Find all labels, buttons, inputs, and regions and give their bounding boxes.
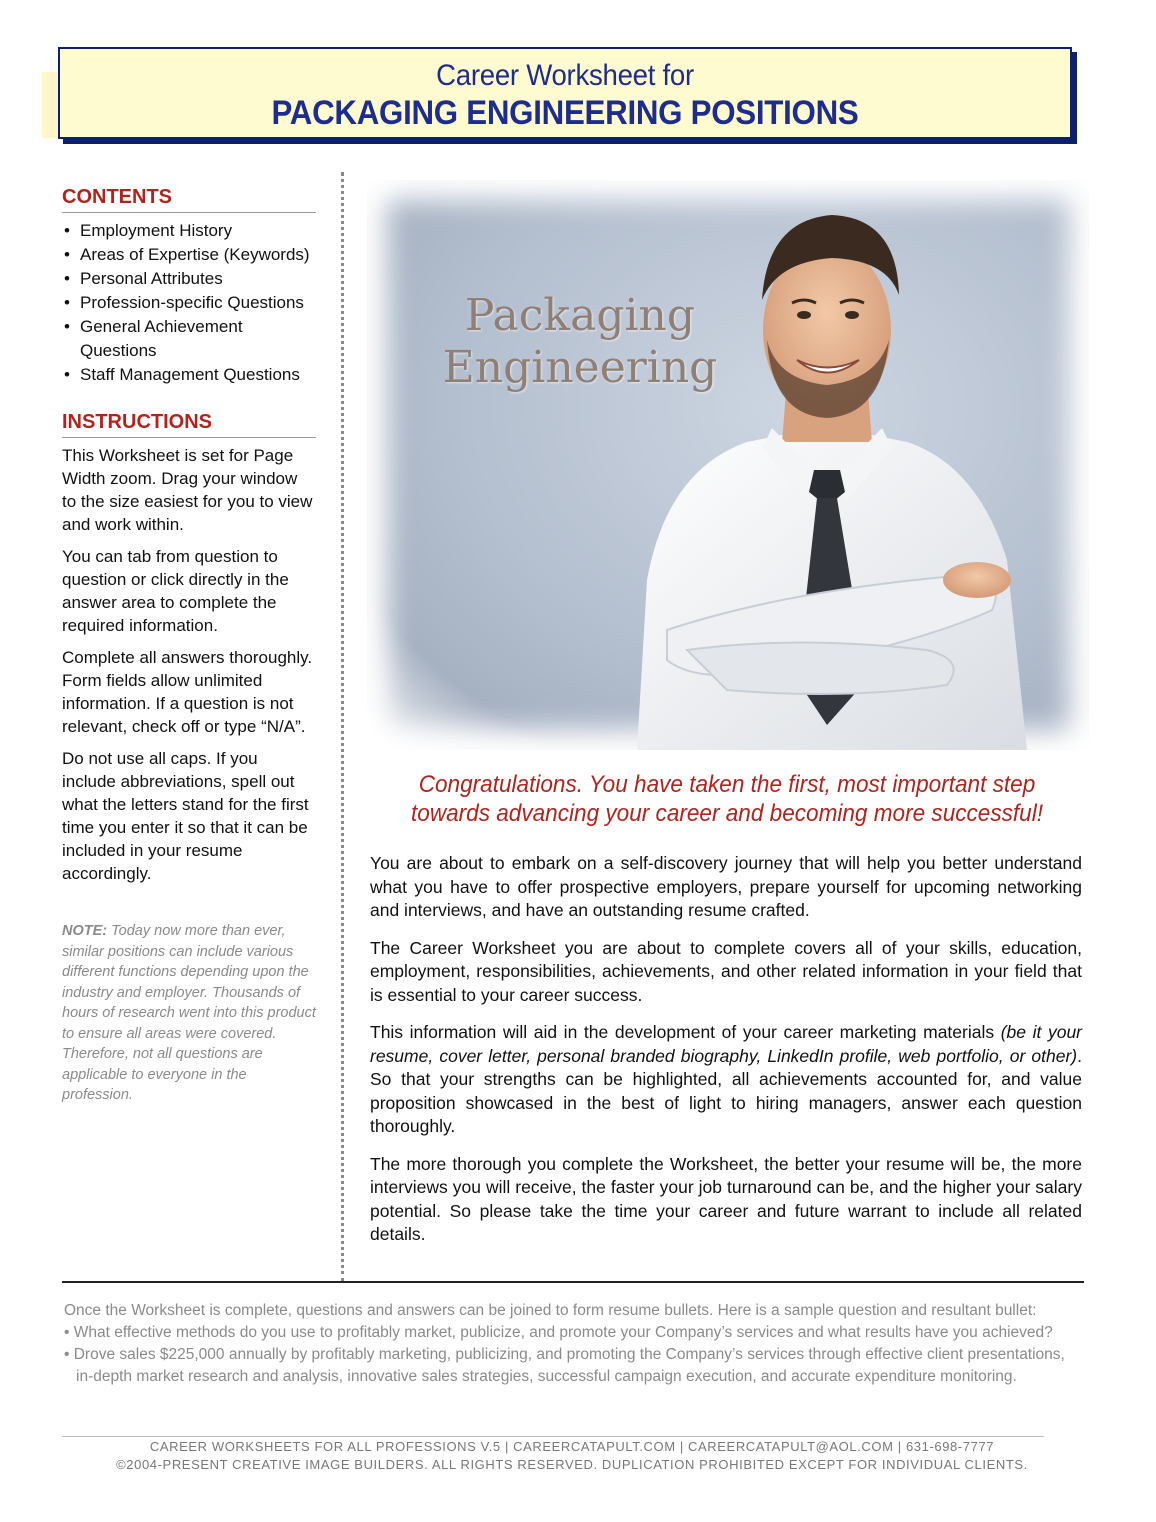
instructions-body (62, 444, 316, 885)
page-title: PACKAGING ENGINEERING POSITIONS (271, 94, 859, 132)
sidebar (62, 186, 316, 1106)
instruction-paragraph: Do not use all caps. If you include abbreviations, spell out what the letters stand for the first time you enter it so that it can be included in your resume accordingly. (62, 749, 309, 883)
instruction-paragraph: You can tab from question to question or click directly in the answer area to complete the required information. (62, 547, 289, 635)
photo-title (415, 290, 745, 394)
header-banner (58, 47, 1072, 139)
contents-item-management[interactable]: • Staff Management Questions (62, 363, 316, 387)
contents-heading: CONTENTS (62, 186, 316, 213)
footer-line: CAREER WORKSHEETS FOR ALL PROFESSIONS V.5 | CAREERCATAPULT.COM | CAREERCATAPULT@AOL.COM | 631-698-7777 (149, 1439, 995, 1454)
section-divider (62, 1281, 1084, 1283)
instruction-paragraph: This Worksheet is set for Page Width zoom. Drag your window to the size easiest for you to view and work within. (62, 446, 313, 534)
congrats-line: towards advancing your career and becoming more successful! (410, 800, 1044, 827)
congratulations-message (390, 770, 1065, 828)
footer (62, 1438, 1082, 1474)
instructions-heading: INSTRUCTIONS (62, 411, 316, 438)
contents-item-employment[interactable]: • Employment History (62, 219, 316, 243)
sample-intro: Once the Worksheet is complete, questions and answers can be joined to form resume bullets. Here is a sample question and resultant bullet: (64, 1302, 1037, 1319)
photo-title-line: Engineering (442, 342, 718, 393)
note-label: NOTE: (62, 923, 108, 939)
sample-bullet-continued: in-depth market research and analysis, innovative sales strategies, successful campaign execution, and accurate expenditure monitoring. (76, 1368, 1017, 1385)
note (62, 921, 316, 1106)
body-italic-text: (be it your resume, cover letter, personal branded biography, LinkedIn profile, web portfolio, or other) (370, 1022, 1083, 1066)
sample-bullet: • Drove sales $225,000 annually by profitably marketing, publicizing, and promoting the Company’s services through effective client presentations, (64, 1346, 1065, 1363)
contents-item-achievement[interactable]: • General Achievement Questions (62, 315, 316, 363)
body-text: . So that your strengths can be highlighted, all achievements accounted for, and value proposition showcased in the best of light to hiring managers, answer each question thoroughly. (370, 1045, 1082, 1136)
contents-item-attributes[interactable]: • Personal Attributes (62, 267, 316, 291)
column-divider (341, 172, 344, 1282)
contents-list (62, 219, 316, 387)
sample-question: • What effective methods do you use to profitably market, publicize, and promote your Company’s services and what results have you achieved? (64, 1324, 1053, 1341)
body-paragraph: You are about to embark on a self-discovery journey that will help you better understand what you have to offer prospective employers, prepare yourself for upcoming networking and interviews, and have an outstanding resume crafted. (370, 853, 1082, 920)
header-subtitle: Career Worksheet for (436, 59, 694, 92)
footer-rule (62, 1436, 1044, 1437)
body-paragraph: The more thorough you complete the Worksheet, the better your resume will be, the more interviews you will receive, the faster your job turnaround can be, and the higher your salary potential. So please take the time your career and future warrant to include all related details. (370, 1153, 1082, 1244)
person-illustration (367, 180, 1089, 750)
sample-section (64, 1300, 1104, 1388)
contents-item-profession[interactable]: • Profession-specific Questions (62, 291, 316, 315)
instruction-paragraph: Complete all answers thoroughly. Form fields allow unlimited information. If a question is not relevant, check off or type “N/A”. (62, 648, 313, 736)
hero-photo (367, 180, 1089, 750)
body-text: This information will aid in the development of your career marketing materials (370, 1022, 1001, 1042)
intro-body (370, 852, 1082, 1261)
body-paragraph (370, 1021, 1082, 1139)
photo-title-line: Packaging (464, 290, 696, 341)
congrats-line: Congratulations. You have taken the first, most important step (418, 771, 1036, 798)
footer-line: ©2004-PRESENT CREATIVE IMAGE BUILDERS. ALL RIGHTS RESERVED. DUPLICATION PROHIBITED EXCEPT FOR INDIVIDUAL CLIENTS. (116, 1457, 1028, 1472)
note-text: Today now more than ever, similar positions can include various different functions depending upon the industry and employer. Thousands of hours of research went into this product to ensure all areas were covered. Therefore, not all questions are applicable to everyone in the profession. (62, 923, 316, 1103)
contents-item-expertise[interactable]: • Areas of Expertise (Keywords) (62, 243, 316, 267)
body-paragraph: The Career Worksheet you are about to complete covers all of your skills, education, employment, responsibilities, achievements, and other related information in your field that is essential to your career success. (370, 937, 1082, 1005)
